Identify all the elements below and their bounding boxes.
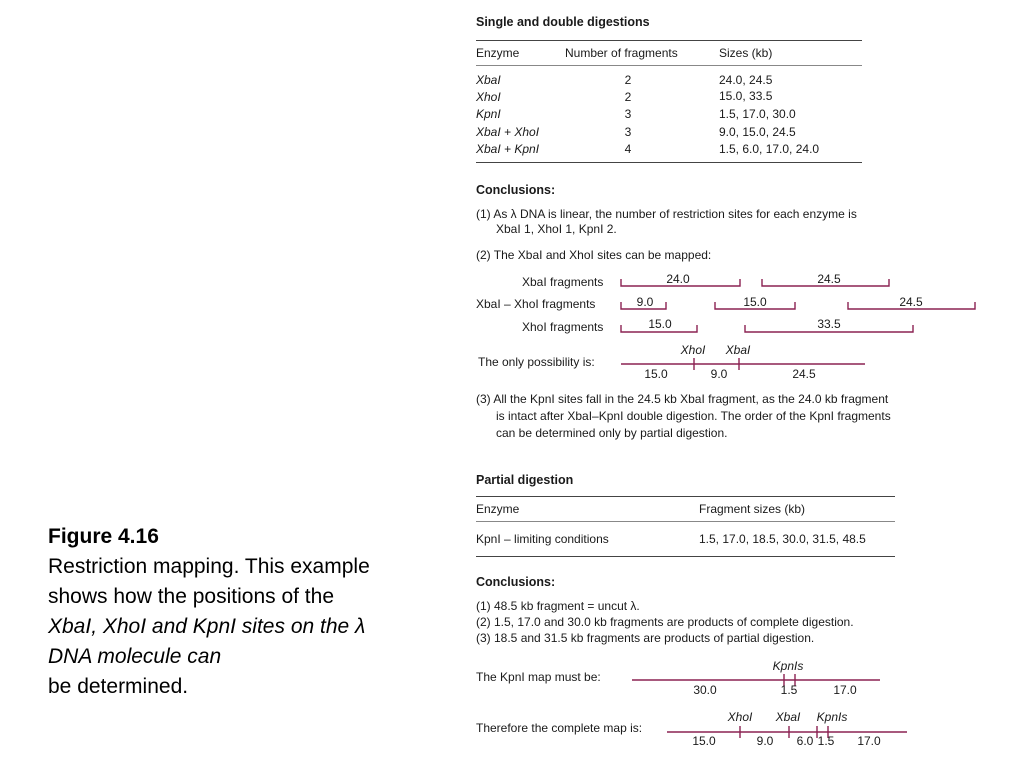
- site-label: KpnIs: [816, 710, 848, 724]
- fragment-size: 9.0: [710, 367, 728, 381]
- row-enzyme: KpnI – limiting conditions: [476, 532, 609, 546]
- col-header-count: Number of fragments: [565, 46, 678, 60]
- map-labels: [637, 272, 923, 748]
- fragment-size: 15.0: [743, 295, 767, 309]
- site-label: XbaI: [725, 343, 751, 357]
- row-sizes: 9.0, 15.0, 24.5: [719, 125, 796, 139]
- fragment-size: 24.5: [899, 295, 923, 309]
- fragment-size: 6.0: [796, 734, 814, 748]
- fragment-size: 1.5: [817, 734, 835, 748]
- row-count: 3: [624, 125, 632, 139]
- site-label: XbaI: [775, 710, 801, 724]
- fragment-size: 15.0: [648, 317, 672, 331]
- site-label: XhoI: [680, 343, 706, 357]
- xba-fragments-label: XbaI fragments: [522, 275, 604, 289]
- figure-title: Figure 4.16: [48, 525, 159, 548]
- only-possibility-label: The only possibility is:: [478, 355, 595, 369]
- row-count: 4: [624, 142, 632, 156]
- row-count: 2: [624, 73, 632, 87]
- conclusion-text: (1) 48.5 kb fragment = uncut λ.: [476, 599, 640, 613]
- site-label: KpnIs: [772, 659, 804, 673]
- site-label: XhoI: [727, 710, 753, 724]
- complete-map-label: Therefore the complete map is:: [476, 721, 643, 735]
- caption-line: XbaI, XhoI and KpnI sites on the λ: [48, 615, 366, 638]
- conclusion-text: (2) The XbaI and XhoI sites can be mapped:: [476, 248, 712, 262]
- row-sizes: 1.5, 17.0, 30.0: [719, 107, 796, 121]
- conclusion-text: (3) 18.5 and 31.5 kb fragments are products of partial digestion.: [476, 631, 815, 645]
- row-enzyme: XbaI + XhoI: [476, 125, 540, 139]
- col-header-enzyme: Enzyme: [476, 502, 520, 516]
- caption-line: DNA molecule can: [48, 645, 222, 668]
- fragment-size: 17.0: [857, 734, 881, 748]
- caption-line: Restriction mapping. This example: [48, 555, 370, 578]
- col-header-sizes: Sizes (kb): [719, 46, 773, 60]
- row-sizes: 24.0, 24.5: [719, 73, 773, 87]
- row-enzyme: XbaI + KpnI: [476, 142, 540, 156]
- conclusion-text: is intact after XbaI–KpnI double digestion. The order of the KpnI fragments: [496, 409, 891, 423]
- conclusion-text: XbaI 1, XhoI 1, KpnI 2.: [496, 222, 617, 236]
- fragment-size: 24.5: [817, 272, 841, 286]
- row-enzyme: XhoI: [476, 90, 501, 104]
- row-sizes: 15.0, 33.5: [719, 89, 773, 103]
- fragment-size: 1.5: [780, 683, 798, 697]
- fragment-size: 24.0: [666, 272, 690, 286]
- conclusions-title: Conclusions:: [476, 575, 556, 589]
- fragment-size: 17.0: [833, 683, 857, 697]
- partial-table-title: Partial digestion: [476, 473, 574, 487]
- xho-fragments-label: XhoI fragments: [522, 320, 604, 334]
- caption-line: shows how the positions of the: [48, 585, 335, 608]
- conclusion-text: (1) As λ DNA is linear, the number of restriction sites for each enzyme is: [476, 207, 857, 221]
- row-count: 3: [624, 107, 632, 121]
- single-table-title: Single and double digestions: [476, 15, 650, 29]
- col-header-fragment-sizes: Fragment sizes (kb): [699, 502, 806, 516]
- conclusion-text: (2) 1.5, 17.0 and 30.0 kb fragments are products of complete digestion.: [476, 615, 854, 629]
- col-header-enzyme: Enzyme: [476, 46, 520, 60]
- row-sizes: 1.5, 6.0, 17.0, 24.0: [719, 142, 820, 156]
- fragment-size: 24.5: [792, 367, 816, 381]
- fragment-size: 30.0: [693, 683, 717, 697]
- fragment-size: 33.5: [817, 317, 841, 331]
- fragment-size: 15.0: [644, 367, 668, 381]
- row-enzyme: KpnI: [476, 107, 501, 121]
- xba-xho-fragments-label: XbaI – XhoI fragments: [476, 297, 596, 311]
- fragment-size: 9.0: [636, 295, 654, 309]
- caption-line: be determined.: [48, 675, 189, 698]
- row-enzyme: XbaI: [476, 73, 501, 87]
- kpn-map-label: The KpnI map must be:: [476, 670, 601, 684]
- row-count: 2: [624, 90, 632, 104]
- fragment-size: 15.0: [692, 734, 716, 748]
- conclusion-text: can be determined only by partial digestion.: [496, 426, 728, 440]
- fragment-size: 9.0: [756, 734, 774, 748]
- row-sizes: 1.5, 17.0, 18.5, 30.0, 31.5, 48.5: [699, 532, 866, 546]
- conclusion-text: (3) All the KpnI sites fall in the 24.5 kb XbaI fragment, as the 24.0 kb fragment: [476, 392, 889, 406]
- conclusions-title: Conclusions:: [476, 183, 556, 197]
